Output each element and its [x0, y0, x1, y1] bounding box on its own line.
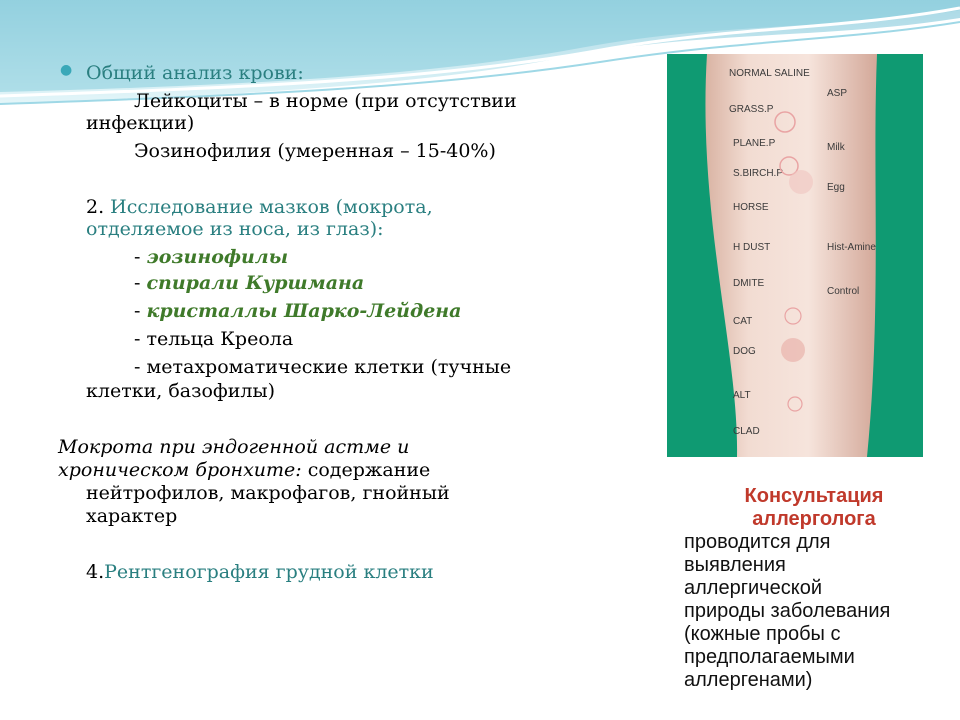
smears-number: 2.: [86, 196, 111, 218]
list-item-charcot-leyden: [134, 300, 461, 322]
sputum-italic: хроническом бронхите:: [58, 459, 302, 481]
arm-label-left: CLAD: [733, 426, 760, 437]
list-item-eosinophils: [134, 246, 288, 268]
text-infection: инфекции): [86, 112, 195, 134]
caption-line-3: аллергической: [684, 577, 822, 599]
sputum-line-1: Мокрота при эндогенной астме и: [58, 436, 410, 458]
forearm-illustration: [667, 54, 923, 457]
arm-label-left: DOG: [733, 346, 756, 357]
arm-label-left: DMITE: [733, 278, 765, 289]
bullet-icon: ●: [60, 62, 73, 78]
xray-text: Рентгенография грудной клетки: [104, 561, 434, 583]
dash: -: [134, 272, 147, 294]
dash: -: [134, 300, 147, 322]
caption-line-6: предполагаемыми: [684, 646, 855, 668]
arm-label-right: Hist-Amine: [827, 242, 876, 253]
sputum-line-4: характер: [86, 505, 178, 527]
text-eosinophilia: Эозинофилия (умеренная – 15-40%): [134, 140, 496, 162]
arm-label-left: CAT: [733, 316, 753, 327]
arm-label-left: NORMAL SALINE: [729, 68, 810, 79]
list-item-metachromatic-cont: клетки, базофилы): [86, 380, 276, 402]
arm-label-left: S.BIRCH.P: [733, 168, 784, 179]
caption-line-5: (кожные пробы с: [684, 623, 841, 645]
arm-label-left: ALT: [733, 390, 751, 401]
smears-subtitle: отделяемое из носа, из глаз):: [86, 218, 384, 240]
heading-blood-test: Общий анализ крови:: [86, 62, 304, 84]
arm-label-left: H DUST: [733, 242, 771, 253]
sputum-rest: содержание: [301, 459, 431, 481]
sputum-line-2: [58, 459, 430, 481]
smears-title: Исследование мазков (мокрота,: [110, 196, 433, 218]
xray-number: 4.: [86, 561, 105, 583]
arm-label-right: Control: [827, 286, 860, 297]
arm-label-right: Egg: [827, 182, 845, 193]
item-text: эозинофилы: [146, 246, 289, 268]
item-text: спирали Куршмана: [146, 272, 365, 294]
caption-line-4: природы заболевания: [684, 600, 891, 622]
list-item-creola: - тельца Креола: [134, 328, 294, 350]
arm-label-left: HORSE: [733, 202, 769, 213]
caption-line-7: аллергенами): [684, 669, 813, 691]
arm-label-right: Milk: [827, 142, 845, 153]
arm-label-left: PLANE.P: [733, 138, 776, 149]
skin-test-photo: [667, 54, 923, 457]
caption-line-1: проводится для: [684, 531, 831, 553]
consultation-caption: [684, 485, 944, 692]
list-item-metachromatic: - метахроматические клетки (тучные: [134, 356, 512, 378]
dash: -: [134, 246, 147, 268]
sputum-line-3: нейтрофилов, макрофагов, гнойный: [86, 482, 450, 504]
caption-title-1: Консультация: [744, 485, 884, 507]
item-text: кристаллы Шарко-Лейдена: [146, 300, 462, 322]
arm-label-right: ASP: [827, 88, 848, 99]
arm-label-left: GRASS.P: [729, 104, 774, 115]
list-item-curschmann: [134, 272, 364, 294]
caption-line-2: выявления: [684, 554, 786, 576]
caption-title-2: аллерголога: [752, 508, 876, 530]
xray-item: [86, 561, 434, 583]
text-leukocytes: Лейкоциты – в норме (при отсутствии: [134, 90, 517, 112]
heading-smears: [86, 196, 433, 218]
